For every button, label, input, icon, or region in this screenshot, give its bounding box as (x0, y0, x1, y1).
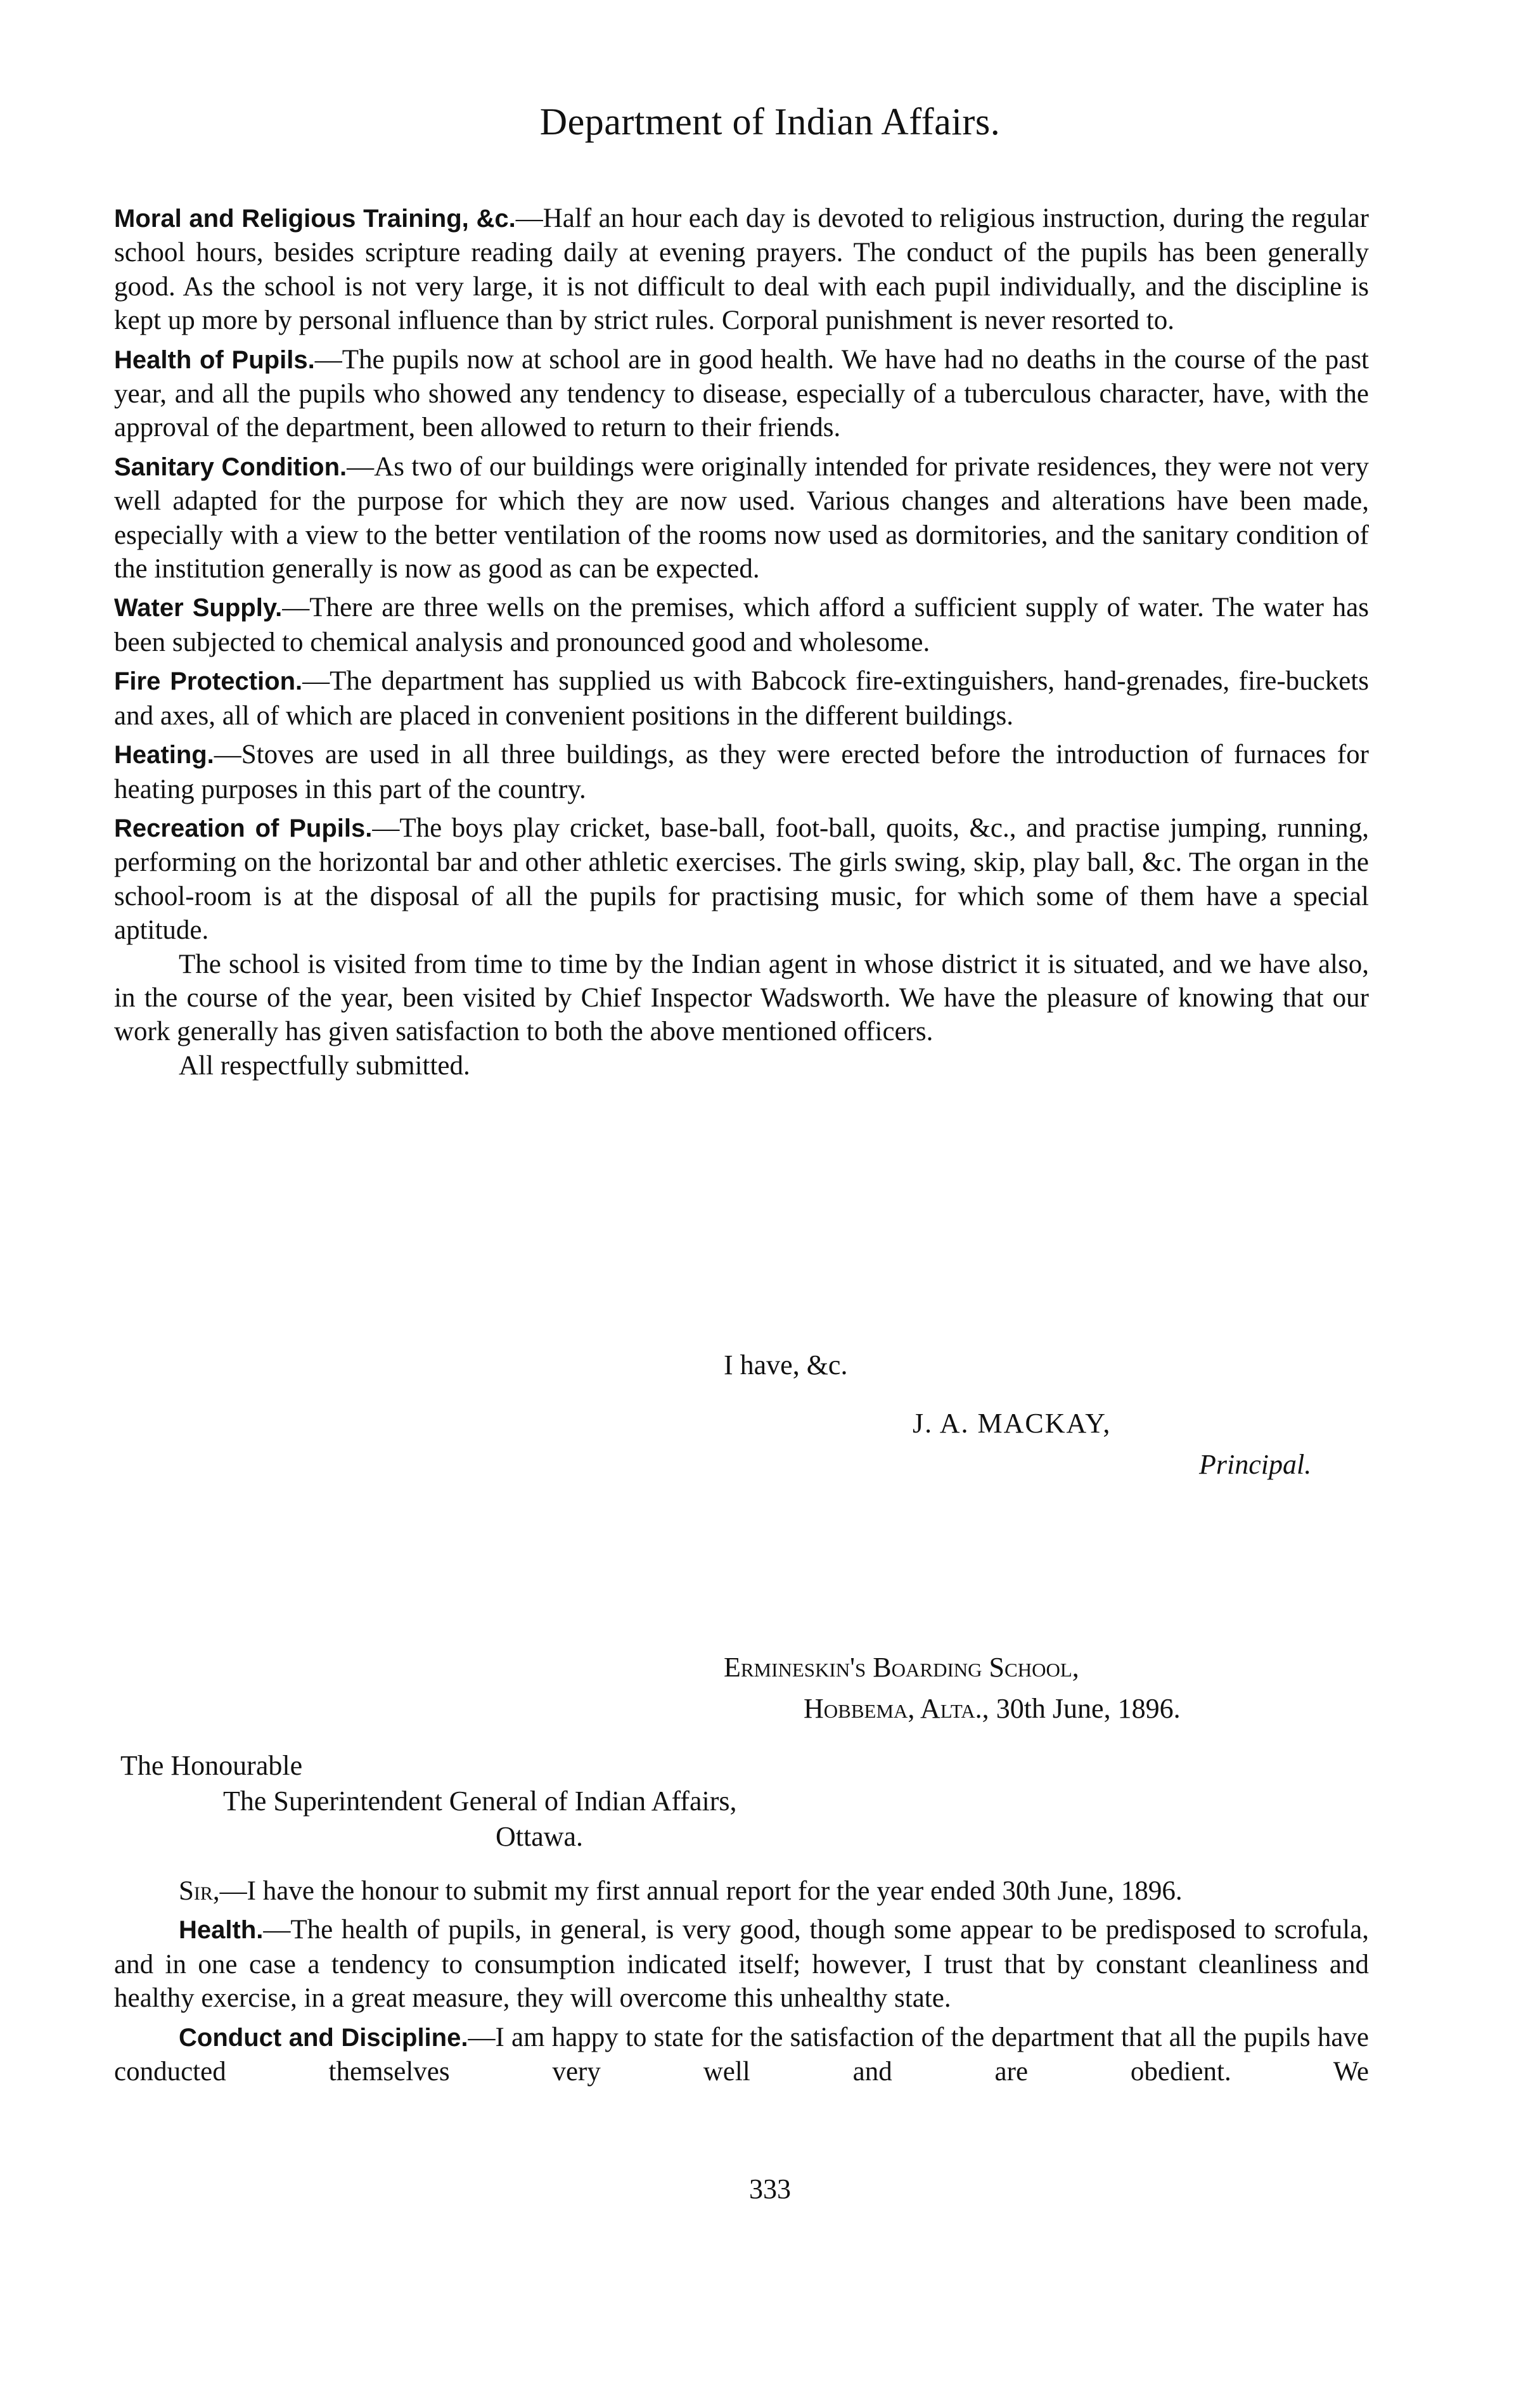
report-date: 30th June, 1896. (996, 1693, 1181, 1724)
paragraph-text: —The health of pupils, in general, is very good, though some appear to be predisposed to scrofula, and in one case a tendency to consumption indicated itself; however, I trust that by constant cleanliness and healthy exercise, in a great measure, they will overcome this unhealthy state. (114, 1915, 1369, 2014)
paragraph-health (114, 1913, 1369, 2015)
paragraph-health-of-pupils (114, 343, 1369, 445)
paragraph-visited: The school is visited from time to time by the Indian agent in whose district it is situated, and we have also, in the course of the year, been visited by Chief Inspector Wadsworth. We have the pleasure of knowing that our work generally has given satisfaction to both the above mentioned officers. (114, 949, 1369, 1047)
section-heading: Fire Protection. (114, 667, 303, 696)
school-name-line: Ermineskin's Boarding School, (724, 1652, 1079, 1683)
section-heading: Health of Pupils. (114, 345, 315, 374)
salutation: Sir, (179, 1876, 220, 1906)
paragraph-text: —Stoves are used in all three buildings, as they were erected before the introduction of furnaces for heating purposes in this part of the country. (114, 740, 1369, 804)
address-line-1: The Honourable (120, 1750, 303, 1781)
paragraph-opening (114, 1874, 1369, 1908)
address-line-3: Ottawa. (496, 1821, 584, 1852)
paragraph-water-supply (114, 591, 1369, 659)
paragraph-recreation (114, 811, 1369, 948)
place-date-line (804, 1692, 1181, 1725)
paragraph-conduct (114, 2021, 1369, 2089)
place-name: Hobbema, Alta., (804, 1693, 989, 1724)
signature-name: J. A. MACKAY, (913, 1408, 1112, 1439)
report-body (114, 202, 1369, 1083)
section-heading: Recreation of Pupils. (114, 814, 373, 842)
paragraph-heating (114, 738, 1369, 806)
opening-text: —I have the honour to submit my first annual report for the year ended 30th June, 1896. (219, 1876, 1183, 1906)
section-heading: Moral and Religious Training, &c. (114, 205, 516, 233)
section-heading: Conduct and Discipline. (179, 2023, 468, 2052)
address-line-2: The Superintendent General of Indian Affairs, (223, 1785, 737, 1817)
paragraph-fire-protection (114, 664, 1369, 733)
section-heading: Sanitary Condition. (114, 453, 347, 481)
paragraph-text: —There are three wells on the premises, which afford a sufficient supply of water. The water has been subjected to chemical analysis and pronounced good and wholesome. (114, 593, 1369, 657)
paragraph-submitted: All respectfully submitted. (179, 1050, 470, 1081)
signature-title: Principal. (1199, 1449, 1312, 1480)
section-heading: Health. (179, 1916, 264, 1945)
paragraph-text: —The department has supplied us with Babcock fire-extinguishers, hand-grenades, fire-buckets and axes, all of which are placed in convenient positions in the different buildings. (114, 666, 1369, 731)
section-heading: Heating. (114, 741, 214, 769)
paragraph-text: —The pupils now at school are in good health. We have had no deaths in the course of the past year, and all the pupils who showed any tendency to disease, especially of a tuberculous character, have, with the approval of the department, been allowed to return to their friends. (114, 344, 1369, 443)
section-heading: Water Supply. (114, 594, 283, 622)
paragraph-moral-training (114, 202, 1369, 338)
paragraph-text: —I am happy to state for the satisfaction of the department that all the pupils have conducted themselves very well and are obedient. We (114, 2022, 1369, 2087)
closing-phrase: I have, &c. (724, 1349, 848, 1380)
page-number: 333 (749, 2173, 791, 2204)
paragraph-text: —The boys play cricket, base-ball, foot-ball, quoits, &c., and practise jumping, running, performing on the horizontal bar and other athletic exercises. The girls swing, skip, play ball, &c. The organ in the school-room is at the disposal of all the pupils for practising music, for which some of them have a special aptitude. (114, 813, 1369, 946)
report-2-body (114, 1874, 1369, 2094)
paragraph-sanitary-condition (114, 450, 1369, 586)
paragraph-text: —As two of our buildings were originally intended for private residences, they were not very well adapted for the purpose for which they are now used. Various changes and alterations have been made, especially with a view to the better ventilation of the rooms now used as dormitories, and the sanitary condition of the institution generally is now as good as can be expected. (114, 451, 1369, 584)
paragraph-text: —Half an hour each day is devoted to religious instruction, during the regular school hours, besides scripture reading daily at evening prayers. The conduct of the pupils has been generally good. As the school is not very large, it is not difficult to deal with each pupil individually, and the discipline is kept up more by personal influence than by strict rules. Corporal punishment is never resorted to. (114, 203, 1369, 336)
page-header: Department of Indian Affairs. (539, 101, 1001, 143)
